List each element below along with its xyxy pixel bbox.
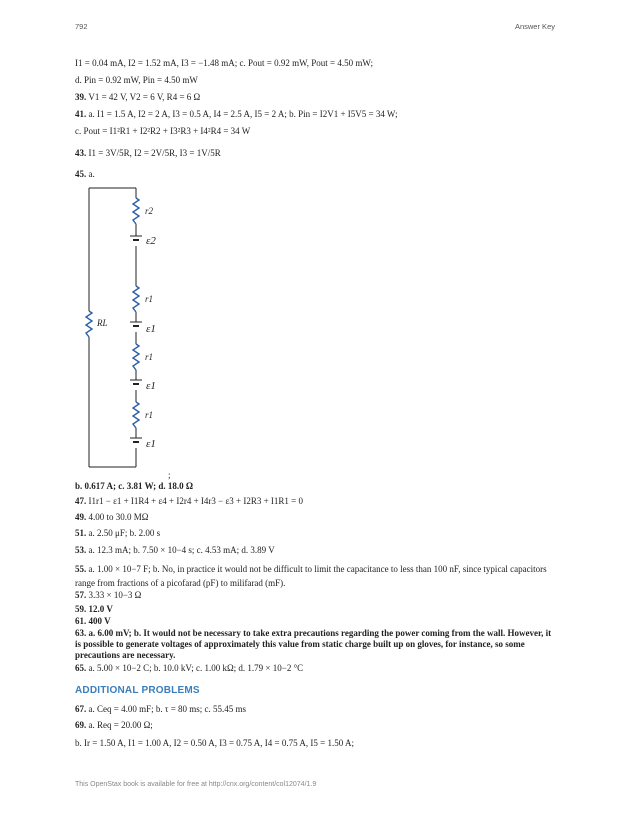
answer-59: 59. 12.0 V	[75, 604, 113, 614]
problem-number: 43.	[75, 148, 87, 158]
problem-number: 45.	[75, 169, 87, 179]
problem-number: 51.	[75, 528, 87, 538]
answer-text: a. 1.00 × 10−7 F; b. No, in practice it would not be difficult to limit the capacitance to less than 100 nF, since typical capacitors range from fractions of a picofarad (pF) to milifarad (mF).	[75, 564, 547, 588]
problem-number: 69.	[75, 720, 87, 730]
figure-semicolon: ;	[168, 470, 171, 480]
problem-number: 53.	[75, 545, 87, 555]
answer-45b	[75, 481, 193, 492]
answer-text: a. 12.3 mA; b. 7.50 × 10−4 s; c. 4.53 mA; d. 3.89 V	[88, 545, 275, 555]
answer-47	[75, 496, 303, 507]
label-r1: r1	[145, 294, 154, 304]
answer-63	[75, 628, 555, 661]
section-title: ADDITIONAL PROBLEMS	[75, 685, 200, 696]
problem-number: 47.	[75, 496, 87, 506]
problem-number: 39.	[75, 92, 87, 102]
resistor-RL	[86, 311, 92, 337]
answer-text: a. I1 = 1.5 A, I2 = 2 A, I3 = 0.5 A, I4 = 2.5 A, I5 = 2 A; b. Pin = I2V1 + I5V5 = 34 W;	[88, 109, 398, 119]
answer-text: b. Ir = 1.50 A, I1 = 1.00 A, I2 = 0.50 A, I3 = 0.75 A, I4 = 0.75 A, I5 = 1.50 A;	[75, 738, 354, 748]
label-RL: RL	[97, 318, 108, 328]
answer-55	[75, 562, 555, 590]
problem-number: 49.	[75, 512, 87, 522]
problem-number: 65.	[75, 663, 87, 673]
problem-number: 57.	[75, 590, 87, 600]
label-r1: r1	[145, 352, 154, 362]
label-e1: ε1	[146, 323, 156, 335]
resistor-r1-a	[133, 286, 139, 312]
answer-text: 3.33 × 10−3 Ω	[88, 590, 142, 600]
label-e2: ε2	[146, 235, 156, 247]
resistor-r1-b	[133, 344, 139, 370]
answer-41	[75, 109, 398, 120]
answer-67	[75, 704, 246, 715]
answer-41c	[75, 126, 250, 137]
footer-note: This OpenStax book is available for free at http://cnx.org/content/col12074/1.9	[75, 781, 317, 788]
problem-number: 55.	[75, 564, 87, 574]
answer-text: a. 6.00 mV; b. It would not be necessary to take extra precautions regarding the power coming from the wall. However, it is possible to generate voltages of approximately this value from static charge built up on gloves, for instance, so some precautions are necessary.	[75, 628, 552, 660]
answer-65	[75, 663, 303, 674]
answer-label: a.	[88, 169, 95, 179]
resistor-r1-c	[133, 402, 139, 428]
page-number: 792	[75, 22, 88, 31]
answer-text: b. 0.617 A; c. 3.81 W; d. 18.0 Ω	[75, 481, 194, 491]
answer-text: I1 = 3V/5R, I2 = 2V/5R, I3 = 1V/5R	[88, 148, 221, 158]
answer-text: V1 = 42 V, V2 = 6 V, R4 = 6 Ω	[88, 92, 201, 102]
label-e1: ε1	[146, 438, 156, 450]
answer-37d	[75, 75, 198, 86]
resistor-r2	[133, 198, 139, 224]
answer-49	[75, 512, 148, 523]
answer-43	[75, 148, 221, 159]
answer-text: I1 = 0.04 mA, I2 = 1.52 mA, I3 = −1.48 mA; c. Pout = 0.92 mW, Pout = 4.50 mW;	[75, 58, 374, 68]
answer-69b	[75, 738, 354, 749]
answer-text: c. Pout = I1²R1 + I2²R2 + I3²R3 + I4²R4 = 34 W	[75, 126, 251, 136]
answer-51	[75, 528, 160, 539]
answer-45	[75, 169, 95, 180]
label-r1: r1	[145, 410, 154, 420]
answer-57	[75, 590, 141, 601]
answer-text: I1r1 − ε1 + I1R4 + ε4 + I2r4 + I4r3 − ε3 + I2R3 + I1R1 = 0	[88, 496, 304, 506]
answer-text: 4.00 to 30.0 MΩ	[88, 512, 149, 522]
answer-text: a. 5.00 × 10−2 C; b. 10.0 kV; c. 1.00 kΩ; d. 1.79 × 10−2 °C	[88, 663, 304, 673]
answer-39	[75, 92, 200, 103]
answer-text: d. Pin = 0.92 mW, Pin = 4.50 mW	[75, 75, 198, 85]
answer-69	[75, 720, 153, 731]
answer-text: a. Req = 20.00 Ω;	[88, 720, 153, 730]
answer-text: a. Ceq = 4.00 mF; b. τ = 80 ms; c. 55.45 ms	[88, 704, 247, 714]
answer-text: a. 2.50 μF; b. 2.00 s	[88, 528, 161, 538]
problem-number: 67.	[75, 704, 87, 714]
problem-number: 41.	[75, 109, 87, 119]
label-e1: ε1	[146, 380, 156, 392]
label-r2: r2	[145, 206, 154, 216]
running-title: Answer Key	[514, 22, 555, 31]
answer-37b	[75, 58, 373, 69]
answer-53	[75, 545, 275, 556]
problem-number: 63.	[75, 628, 87, 638]
answer-61: 61. 400 V	[75, 616, 111, 626]
